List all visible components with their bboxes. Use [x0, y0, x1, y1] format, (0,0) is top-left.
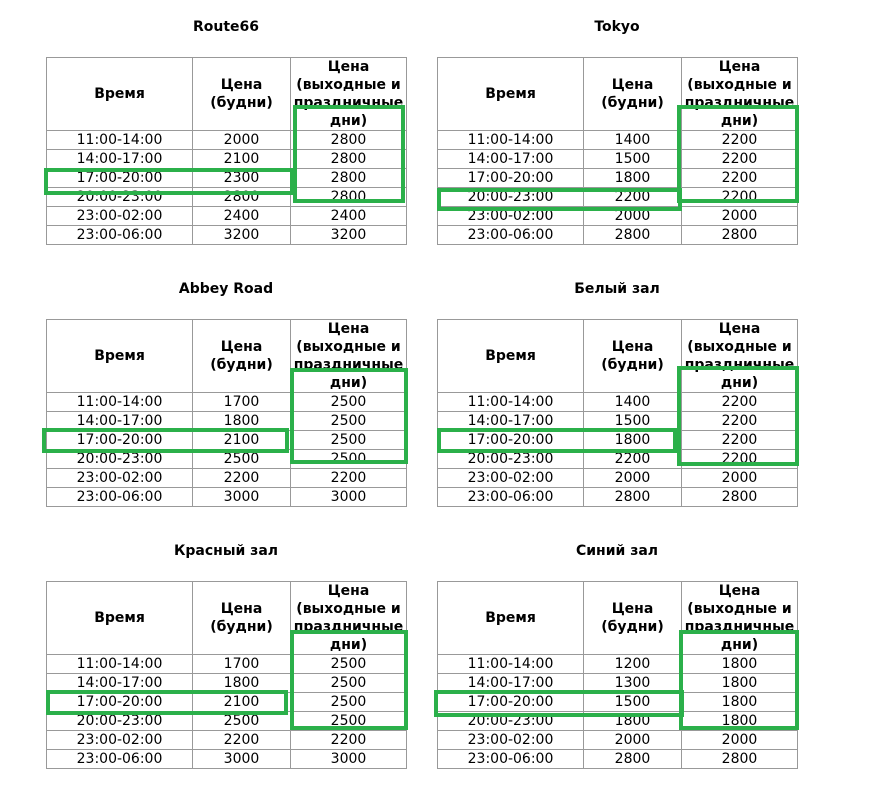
header-time: Время	[438, 320, 584, 393]
weekday-price-cell: 2400	[193, 207, 291, 226]
time-cell: 17:00-20:00	[47, 431, 193, 450]
header-weekend-price: Цена (выходные и праздничные дни)	[682, 320, 798, 393]
time-cell: 17:00-20:00	[438, 169, 584, 188]
weekday-price-cell: 1800	[584, 169, 682, 188]
hall-title: Abbey Road	[178, 281, 274, 297]
hall-block	[46, 17, 406, 257]
table-row	[438, 412, 798, 431]
table-row	[438, 393, 798, 412]
hall-block	[46, 541, 406, 781]
weekday-price-cell: 1500	[584, 150, 682, 169]
time-cell: 20:00-23:00	[47, 188, 193, 207]
time-cell: 20:00-23:00	[438, 450, 584, 469]
weekday-price-cell: 2500	[193, 712, 291, 731]
time-cell: 14:00-17:00	[438, 674, 584, 693]
table-row	[47, 207, 407, 226]
header-time: Время	[47, 320, 193, 393]
table-row	[438, 488, 798, 507]
header-row	[47, 582, 407, 655]
weekend-price-cell: 2800	[682, 750, 798, 769]
price-table	[437, 319, 798, 507]
weekend-price-cell: 2200	[682, 150, 798, 169]
weekend-price-cell: 3200	[291, 226, 407, 245]
weekend-price-cell: 2200	[682, 131, 798, 150]
header-weekday-price: Цена (будни)	[193, 320, 291, 393]
time-cell: 11:00-14:00	[438, 655, 584, 674]
time-cell: 14:00-17:00	[47, 412, 193, 431]
header-weekday-price: Цена (будни)	[193, 582, 291, 655]
hall-block	[46, 279, 406, 519]
table-row	[438, 207, 798, 226]
header-weekday-price: Цена (будни)	[193, 58, 291, 131]
weekday-price-cell: 3000	[193, 488, 291, 507]
table-row	[47, 750, 407, 769]
table-row	[438, 226, 798, 245]
time-cell: 23:00-06:00	[47, 488, 193, 507]
hall-block	[437, 17, 797, 257]
weekday-price-cell: 1400	[584, 393, 682, 412]
weekend-price-cell: 2500	[291, 674, 407, 693]
table-row	[47, 188, 407, 207]
weekend-price-cell: 2000	[682, 207, 798, 226]
weekday-price-cell: 2200	[193, 731, 291, 750]
table-row	[438, 674, 798, 693]
table-row	[47, 488, 407, 507]
weekday-price-cell: 2500	[193, 450, 291, 469]
table-row	[47, 226, 407, 245]
weekend-price-cell: 2200	[291, 469, 407, 488]
weekend-price-cell: 1800	[682, 655, 798, 674]
weekday-price-cell: 2300	[193, 169, 291, 188]
header-row	[47, 58, 407, 131]
time-cell: 20:00-23:00	[47, 712, 193, 731]
hall-title: Синий зал	[575, 543, 659, 559]
hall-block	[437, 279, 797, 519]
weekday-price-cell: 2200	[584, 188, 682, 207]
weekend-price-cell: 2200	[682, 431, 798, 450]
table-row	[438, 431, 798, 450]
weekend-price-cell: 2500	[291, 450, 407, 469]
weekend-price-cell: 2000	[682, 731, 798, 750]
time-cell: 23:00-02:00	[47, 731, 193, 750]
weekend-price-cell: 2500	[291, 412, 407, 431]
time-cell: 23:00-06:00	[438, 226, 584, 245]
weekday-price-cell: 1300	[584, 674, 682, 693]
time-cell: 11:00-14:00	[47, 655, 193, 674]
hall-title: Белый зал	[574, 281, 660, 297]
hall-title: Route66	[192, 19, 260, 35]
weekday-price-cell: 2000	[584, 469, 682, 488]
weekend-price-cell: 1800	[682, 674, 798, 693]
header-row	[47, 320, 407, 393]
price-table	[46, 319, 407, 507]
weekday-price-cell: 2100	[193, 150, 291, 169]
weekday-price-cell: 2000	[584, 207, 682, 226]
time-cell: 23:00-06:00	[438, 488, 584, 507]
price-table	[46, 57, 407, 245]
time-cell: 11:00-14:00	[438, 393, 584, 412]
header-weekday-price: Цена (будни)	[584, 320, 682, 393]
weekday-price-cell: 1700	[193, 393, 291, 412]
weekend-price-cell: 2800	[291, 150, 407, 169]
time-cell: 23:00-02:00	[438, 207, 584, 226]
table-row	[438, 450, 798, 469]
weekday-price-cell: 2100	[193, 431, 291, 450]
header-weekend-price: Цена (выходные и праздничные дни)	[291, 582, 407, 655]
table-row	[438, 655, 798, 674]
weekday-price-cell: 2100	[193, 693, 291, 712]
weekday-price-cell: 2800	[584, 226, 682, 245]
weekend-price-cell: 1800	[682, 712, 798, 731]
header-time: Время	[438, 582, 584, 655]
price-table	[46, 581, 407, 769]
hall-title: Красный зал	[173, 543, 279, 559]
weekend-price-cell: 2000	[682, 469, 798, 488]
weekday-price-cell: 1400	[584, 131, 682, 150]
table-row	[47, 131, 407, 150]
time-cell: 11:00-14:00	[438, 131, 584, 150]
table-row	[438, 731, 798, 750]
weekday-price-cell: 2000	[193, 131, 291, 150]
time-cell: 14:00-17:00	[47, 150, 193, 169]
header-row	[438, 582, 798, 655]
table-row	[47, 431, 407, 450]
price-table	[437, 581, 798, 769]
table-row	[47, 412, 407, 431]
weekend-price-cell: 1800	[682, 693, 798, 712]
table-row	[438, 469, 798, 488]
time-cell: 17:00-20:00	[47, 169, 193, 188]
time-cell: 23:00-02:00	[438, 469, 584, 488]
header-time: Время	[47, 58, 193, 131]
weekend-price-cell: 2200	[682, 393, 798, 412]
header-weekend-price: Цена (выходные и праздничные дни)	[682, 58, 798, 131]
weekend-price-cell: 2500	[291, 393, 407, 412]
weekday-price-cell: 1200	[584, 655, 682, 674]
table-row	[47, 450, 407, 469]
table-row	[47, 693, 407, 712]
table-row	[47, 393, 407, 412]
weekend-price-cell: 2500	[291, 712, 407, 731]
time-cell: 14:00-17:00	[438, 412, 584, 431]
table-row	[47, 731, 407, 750]
weekend-price-cell: 3000	[291, 488, 407, 507]
header-weekend-price: Цена (выходные и праздничные дни)	[682, 582, 798, 655]
table-row	[438, 131, 798, 150]
time-cell: 20:00-23:00	[438, 188, 584, 207]
weekday-price-cell: 2800	[584, 750, 682, 769]
weekend-price-cell: 2500	[291, 431, 407, 450]
weekday-price-cell: 2200	[193, 469, 291, 488]
hall-block	[437, 541, 797, 781]
time-cell: 17:00-20:00	[47, 693, 193, 712]
weekday-price-cell: 2800	[584, 488, 682, 507]
header-weekend-price: Цена (выходные и праздничные дни)	[291, 320, 407, 393]
header-time: Время	[47, 582, 193, 655]
weekday-price-cell: 1800	[193, 412, 291, 431]
weekend-price-cell: 3000	[291, 750, 407, 769]
table-row	[438, 188, 798, 207]
weekend-price-cell: 2800	[682, 488, 798, 507]
header-weekday-price: Цена (будни)	[584, 582, 682, 655]
table-row	[47, 674, 407, 693]
weekend-price-cell: 2200	[682, 169, 798, 188]
weekend-price-cell: 2800	[291, 169, 407, 188]
weekend-price-cell: 2200	[682, 450, 798, 469]
weekday-price-cell: 2200	[584, 450, 682, 469]
header-row	[438, 58, 798, 131]
weekend-price-cell: 2200	[682, 188, 798, 207]
weekend-price-cell: 2200	[291, 731, 407, 750]
weekday-price-cell: 1500	[584, 693, 682, 712]
header-time: Время	[438, 58, 584, 131]
time-cell: 20:00-23:00	[438, 712, 584, 731]
table-row	[438, 750, 798, 769]
weekday-price-cell: 2800	[193, 188, 291, 207]
table-row	[438, 712, 798, 731]
weekend-price-cell: 2400	[291, 207, 407, 226]
weekend-price-cell: 2800	[291, 131, 407, 150]
weekday-price-cell: 3200	[193, 226, 291, 245]
weekday-price-cell: 2000	[584, 731, 682, 750]
table-row	[47, 150, 407, 169]
weekday-price-cell: 1700	[193, 655, 291, 674]
header-row	[438, 320, 798, 393]
weekend-price-cell: 2500	[291, 655, 407, 674]
header-weekday-price: Цена (будни)	[584, 58, 682, 131]
weekend-price-cell: 2500	[291, 693, 407, 712]
weekday-price-cell: 3000	[193, 750, 291, 769]
weekend-price-cell: 2800	[291, 188, 407, 207]
time-cell: 23:00-02:00	[47, 207, 193, 226]
time-cell: 17:00-20:00	[438, 431, 584, 450]
time-cell: 17:00-20:00	[438, 693, 584, 712]
weekday-price-cell: 1800	[584, 431, 682, 450]
time-cell: 23:00-06:00	[47, 226, 193, 245]
table-row	[47, 712, 407, 731]
time-cell: 11:00-14:00	[47, 393, 193, 412]
time-cell: 14:00-17:00	[438, 150, 584, 169]
weekday-price-cell: 1800	[193, 674, 291, 693]
weekday-price-cell: 1500	[584, 412, 682, 431]
price-table	[437, 57, 798, 245]
time-cell: 23:00-02:00	[47, 469, 193, 488]
time-cell: 11:00-14:00	[47, 131, 193, 150]
time-cell: 20:00-23:00	[47, 450, 193, 469]
weekday-price-cell: 1800	[584, 712, 682, 731]
table-row	[47, 169, 407, 188]
header-weekend-price: Цена (выходные и праздничные дни)	[291, 58, 407, 131]
time-cell: 14:00-17:00	[47, 674, 193, 693]
time-cell: 23:00-06:00	[438, 750, 584, 769]
table-row	[438, 150, 798, 169]
hall-title: Tokyo	[594, 19, 640, 35]
table-row	[438, 169, 798, 188]
weekend-price-cell: 2200	[682, 412, 798, 431]
weekend-price-cell: 2800	[682, 226, 798, 245]
table-row	[438, 693, 798, 712]
time-cell: 23:00-06:00	[47, 750, 193, 769]
table-row	[47, 469, 407, 488]
time-cell: 23:00-02:00	[438, 731, 584, 750]
table-row	[47, 655, 407, 674]
